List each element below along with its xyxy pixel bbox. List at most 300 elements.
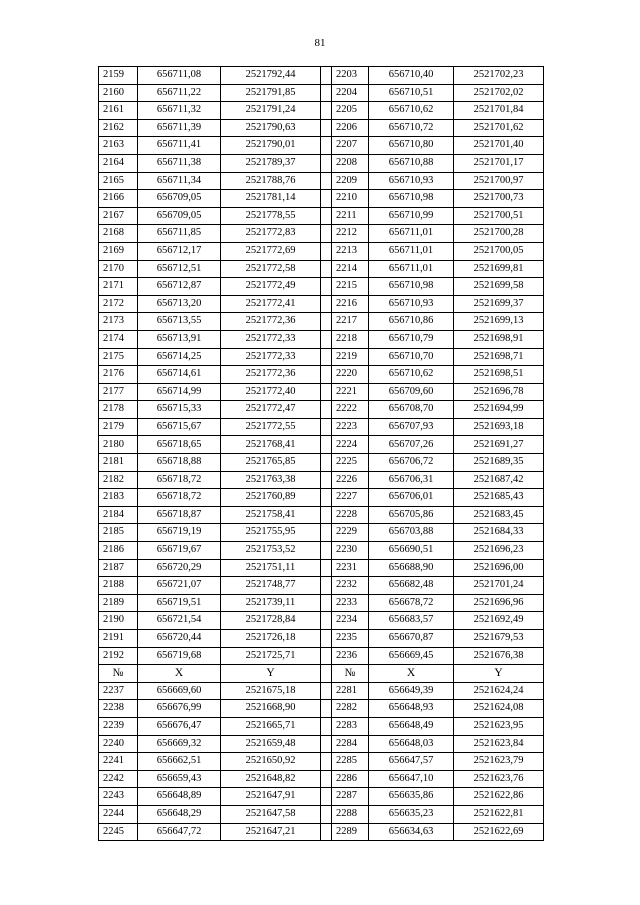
y-value-cell: 2521781,14 [221,190,321,208]
table-row [99,788,544,806]
y-value-cell: 2521648,82 [221,770,321,788]
x-value-cell: 656711,41 [138,137,221,155]
table-row [99,506,544,524]
x-value-cell: 656710,62 [369,102,454,120]
x-value-cell: 656718,72 [138,471,221,489]
table-row [99,67,544,85]
point-number-cell: 2166 [99,190,138,208]
column-gap [321,313,332,331]
table-row [99,260,544,278]
table-row [99,753,544,771]
x-value-cell: 656635,23 [369,805,454,823]
x-value-cell: 656711,34 [138,172,221,190]
point-number-cell: 2226 [332,471,369,489]
x-value-cell: 656647,57 [369,753,454,771]
column-gap [321,225,332,243]
x-value-cell: 656713,20 [138,295,221,313]
y-value-cell: 2521763,38 [221,471,321,489]
x-value-cell: 656720,29 [138,559,221,577]
point-number-cell: 2176 [99,366,138,384]
point-number-cell: 2188 [99,577,138,595]
point-number-cell: 2242 [99,770,138,788]
point-number-cell: 2159 [99,67,138,85]
column-gap [321,753,332,771]
column-gap [321,471,332,489]
y-value-cell: 2521701,62 [454,119,544,137]
y-value-cell: 2521691,27 [454,436,544,454]
y-value-cell: 2521700,73 [454,190,544,208]
x-value-cell: 656714,25 [138,348,221,366]
point-number-cell: 2179 [99,418,138,436]
column-gap [321,805,332,823]
x-value-cell: 656706,31 [369,471,454,489]
y-value-cell: 2521700,51 [454,207,544,225]
y-value-cell: 2521772,33 [221,330,321,348]
x-value-cell: 656718,72 [138,489,221,507]
point-number-cell: 2203 [332,67,369,85]
y-value-cell: 2521623,79 [454,753,544,771]
point-number-cell: 2204 [332,84,369,102]
y-value-cell: 2521698,51 [454,366,544,384]
column-gap [321,330,332,348]
x-value-cell: 656710,98 [369,278,454,296]
x-value-cell: 656647,10 [369,770,454,788]
table-row [99,207,544,225]
table-row [99,401,544,419]
x-value-cell: 656711,85 [138,225,221,243]
table-row [99,383,544,401]
x-value-cell: 656648,03 [369,735,454,753]
point-number-cell: 2223 [332,418,369,436]
table-row [99,172,544,190]
y-value-cell: 2521772,36 [221,366,321,384]
y-value-cell: 2521772,41 [221,295,321,313]
x-value-cell: 656635,86 [369,788,454,806]
point-number-cell: 2219 [332,348,369,366]
table-row [99,542,544,560]
x-value-cell: 656721,07 [138,577,221,595]
table-row [99,524,544,542]
x-value-cell: 656647,72 [138,823,221,841]
table-row [99,190,544,208]
x-value-cell: 656713,91 [138,330,221,348]
point-number-cell: 2217 [332,313,369,331]
point-number-cell: 2208 [332,154,369,172]
x-value-cell: 656648,89 [138,788,221,806]
y-value-cell: 2521772,55 [221,418,321,436]
column-gap [321,612,332,630]
x-value-cell: 656714,99 [138,383,221,401]
x-value-cell: 656703,88 [369,524,454,542]
y-value-cell: 2521772,33 [221,348,321,366]
column-gap [321,436,332,454]
point-number-cell: 2228 [332,506,369,524]
point-number-cell: 2286 [332,770,369,788]
table-row [99,700,544,718]
column-gap [321,401,332,419]
x-value-cell: 656669,60 [138,682,221,700]
y-value-cell: 2521728,84 [221,612,321,630]
point-number-cell: 2168 [99,225,138,243]
x-value-cell: 656710,98 [369,190,454,208]
point-number-cell: 2225 [332,454,369,472]
y-value-cell: 2521701,17 [454,154,544,172]
table-row [99,418,544,436]
point-number-cell: 2244 [99,805,138,823]
x-value-cell: 656710,86 [369,313,454,331]
table-row [99,295,544,313]
column-gap [321,559,332,577]
table-row [99,366,544,384]
y-value-cell: 2521623,84 [454,735,544,753]
y-value-cell: 2521702,23 [454,67,544,85]
point-number-cell: 2212 [332,225,369,243]
y-value-cell: 2521683,45 [454,506,544,524]
column-gap [321,154,332,172]
x-value-cell: 656676,47 [138,717,221,735]
x-value-cell: 656719,51 [138,594,221,612]
table-row [99,612,544,630]
point-number-cell: 2237 [99,682,138,700]
x-value-cell: 656711,22 [138,84,221,102]
y-value-cell: 2521699,37 [454,295,544,313]
x-value-cell: 656721,54 [138,612,221,630]
point-number-cell: 2173 [99,313,138,331]
y-value-cell: 2521659,48 [221,735,321,753]
point-number-cell: 2205 [332,102,369,120]
point-number-cell: 2288 [332,805,369,823]
y-value-cell: 2521772,83 [221,225,321,243]
point-number-cell: 2232 [332,577,369,595]
y-value-cell: 2521684,33 [454,524,544,542]
x-value-cell: 656690,51 [369,542,454,560]
column-gap [321,366,332,384]
y-value-cell: 2521687,42 [454,471,544,489]
point-number-cell: 2224 [332,436,369,454]
point-number-cell: 2182 [99,471,138,489]
column-gap [321,418,332,436]
x-value-cell: 656659,43 [138,770,221,788]
table-row [99,770,544,788]
y-value-cell: 2521701,84 [454,102,544,120]
column-gap [321,489,332,507]
table-row [99,119,544,137]
y-value-cell: 2521699,81 [454,260,544,278]
x-value-cell: 656711,08 [138,67,221,85]
column-gap [321,383,332,401]
point-number-cell: 2284 [332,735,369,753]
point-number-cell: 2230 [332,542,369,560]
point-number-cell: 2282 [332,700,369,718]
y-value-cell: 2521751,11 [221,559,321,577]
x-value-cell: 656709,05 [138,190,221,208]
y-value-cell: 2521768,41 [221,436,321,454]
x-value-cell: 656683,57 [369,612,454,630]
y-value-cell: 2521792,44 [221,67,321,85]
x-value-cell: 656719,67 [138,542,221,560]
table-row [99,647,544,665]
header-y-cell: Y [454,665,544,683]
y-value-cell: 2521693,18 [454,418,544,436]
point-number-cell: 2235 [332,630,369,648]
y-value-cell: 2521772,40 [221,383,321,401]
table-row [99,717,544,735]
table-row [99,348,544,366]
x-value-cell: 656710,70 [369,348,454,366]
point-number-cell: 2281 [332,682,369,700]
column-gap [321,735,332,753]
point-number-cell: 2172 [99,295,138,313]
y-value-cell: 2521702,02 [454,84,544,102]
point-number-cell: 2222 [332,401,369,419]
y-value-cell: 2521748,77 [221,577,321,595]
x-value-cell: 656676,99 [138,700,221,718]
x-value-cell: 656711,32 [138,102,221,120]
table-row [99,454,544,472]
y-value-cell: 2521622,86 [454,788,544,806]
column-gap [321,67,332,85]
point-number-cell: 2238 [99,700,138,718]
point-number-cell: 2213 [332,242,369,260]
point-number-cell: 2240 [99,735,138,753]
x-value-cell: 656648,49 [369,717,454,735]
y-value-cell: 2521791,85 [221,84,321,102]
y-value-cell: 2521623,95 [454,717,544,735]
column-gap [321,577,332,595]
x-value-cell: 656707,26 [369,436,454,454]
column-gap [321,682,332,700]
x-value-cell: 656713,55 [138,313,221,331]
column-gap [321,295,332,313]
y-value-cell: 2521726,18 [221,630,321,648]
table-row [99,682,544,700]
y-value-cell: 2521790,01 [221,137,321,155]
y-value-cell: 2521679,53 [454,630,544,648]
table-row [99,102,544,120]
point-number-cell: 2161 [99,102,138,120]
y-value-cell: 2521765,85 [221,454,321,472]
x-value-cell: 656648,29 [138,805,221,823]
table-row [99,489,544,507]
table-header-row [99,665,544,683]
column-gap [321,190,332,208]
table-row [99,823,544,841]
point-number-cell: 2216 [332,295,369,313]
y-value-cell: 2521624,08 [454,700,544,718]
y-value-cell: 2521790,63 [221,119,321,137]
point-number-cell: 2170 [99,260,138,278]
y-value-cell: 2521778,55 [221,207,321,225]
x-value-cell: 656669,45 [369,647,454,665]
x-value-cell: 656712,17 [138,242,221,260]
x-value-cell: 656715,67 [138,418,221,436]
x-value-cell: 656709,05 [138,207,221,225]
x-value-cell: 656710,88 [369,154,454,172]
point-number-cell: 2207 [332,137,369,155]
point-number-cell: 2215 [332,278,369,296]
point-number-cell: 2221 [332,383,369,401]
x-value-cell: 656708,70 [369,401,454,419]
coordinates-table [98,66,544,841]
y-value-cell: 2521647,58 [221,805,321,823]
x-value-cell: 656710,80 [369,137,454,155]
point-number-cell: 2234 [332,612,369,630]
header-no-cell: № [99,665,138,683]
x-value-cell: 656710,72 [369,119,454,137]
y-value-cell: 2521650,92 [221,753,321,771]
y-value-cell: 2521647,21 [221,823,321,841]
y-value-cell: 2521701,40 [454,137,544,155]
point-number-cell: 2181 [99,454,138,472]
point-number-cell: 2210 [332,190,369,208]
point-number-cell: 2187 [99,559,138,577]
column-gap [321,700,332,718]
x-value-cell: 656712,51 [138,260,221,278]
column-gap [321,119,332,137]
point-number-cell: 2206 [332,119,369,137]
table-row [99,577,544,595]
y-value-cell: 2521699,58 [454,278,544,296]
column-gap [321,524,332,542]
point-number-cell: 2239 [99,717,138,735]
point-number-cell: 2165 [99,172,138,190]
point-number-cell: 2183 [99,489,138,507]
y-value-cell: 2521696,00 [454,559,544,577]
y-value-cell: 2521772,58 [221,260,321,278]
y-value-cell: 2521622,81 [454,805,544,823]
y-value-cell: 2521668,90 [221,700,321,718]
x-value-cell: 656711,01 [369,225,454,243]
page-number: 81 [314,37,326,49]
point-number-cell: 2177 [99,383,138,401]
table-row [99,137,544,155]
y-value-cell: 2521755,95 [221,524,321,542]
x-value-cell: 656710,99 [369,207,454,225]
point-number-cell: 2190 [99,612,138,630]
point-number-cell: 2167 [99,207,138,225]
y-value-cell: 2521788,76 [221,172,321,190]
x-value-cell: 656719,19 [138,524,221,542]
header-x-cell: X [138,665,221,683]
x-value-cell: 656682,48 [369,577,454,595]
table-row [99,242,544,260]
y-value-cell: 2521665,71 [221,717,321,735]
x-value-cell: 656709,60 [369,383,454,401]
table-row [99,559,544,577]
column-gap [321,102,332,120]
point-number-cell: 2162 [99,119,138,137]
y-value-cell: 2521699,13 [454,313,544,331]
x-value-cell: 656649,39 [369,682,454,700]
y-value-cell: 2521758,41 [221,506,321,524]
table-row [99,630,544,648]
point-number-cell: 2214 [332,260,369,278]
table-row [99,594,544,612]
header-y-cell: Y [221,665,321,683]
x-value-cell: 656711,01 [369,260,454,278]
x-value-cell: 656718,88 [138,454,221,472]
point-number-cell: 2169 [99,242,138,260]
column-gap [321,717,332,735]
x-value-cell: 656634,63 [369,823,454,841]
point-number-cell: 2209 [332,172,369,190]
y-value-cell: 2521624,24 [454,682,544,700]
point-number-cell: 2236 [332,647,369,665]
x-value-cell: 656710,62 [369,366,454,384]
column-gap [321,454,332,472]
column-gap [321,172,332,190]
column-gap [321,594,332,612]
y-value-cell: 2521696,23 [454,542,544,560]
column-gap [321,770,332,788]
x-value-cell: 656662,51 [138,753,221,771]
table-row [99,84,544,102]
column-gap [321,260,332,278]
header-no-cell: № [332,665,369,683]
y-value-cell: 2521700,05 [454,242,544,260]
x-value-cell: 656710,79 [369,330,454,348]
column-gap [321,823,332,841]
table-row [99,471,544,489]
x-value-cell: 656705,86 [369,506,454,524]
table-row [99,805,544,823]
column-gap [321,137,332,155]
y-value-cell: 2521696,78 [454,383,544,401]
table-row [99,313,544,331]
table-row [99,225,544,243]
point-number-cell: 2220 [332,366,369,384]
table-row [99,735,544,753]
column-gap [321,665,332,683]
y-value-cell: 2521700,28 [454,225,544,243]
x-value-cell: 656710,51 [369,84,454,102]
point-number-cell: 2180 [99,436,138,454]
x-value-cell: 656710,93 [369,172,454,190]
y-value-cell: 2521676,38 [454,647,544,665]
point-number-cell: 2241 [99,753,138,771]
x-value-cell: 656715,33 [138,401,221,419]
point-number-cell: 2231 [332,559,369,577]
x-value-cell: 656711,38 [138,154,221,172]
y-value-cell: 2521647,91 [221,788,321,806]
y-value-cell: 2521692,49 [454,612,544,630]
x-value-cell: 656712,87 [138,278,221,296]
x-value-cell: 656720,44 [138,630,221,648]
y-value-cell: 2521753,52 [221,542,321,560]
y-value-cell: 2521789,37 [221,154,321,172]
point-number-cell: 2218 [332,330,369,348]
y-value-cell: 2521772,49 [221,278,321,296]
point-number-cell: 2245 [99,823,138,841]
x-value-cell: 656710,93 [369,295,454,313]
x-value-cell: 656648,93 [369,700,454,718]
x-value-cell: 656710,40 [369,67,454,85]
y-value-cell: 2521739,11 [221,594,321,612]
point-number-cell: 2171 [99,278,138,296]
point-number-cell: 2227 [332,489,369,507]
y-value-cell: 2521696,96 [454,594,544,612]
point-number-cell: 2191 [99,630,138,648]
y-value-cell: 2521772,47 [221,401,321,419]
x-value-cell: 656711,39 [138,119,221,137]
y-value-cell: 2521725,71 [221,647,321,665]
point-number-cell: 2289 [332,823,369,841]
table-row [99,330,544,348]
point-number-cell: 2184 [99,506,138,524]
column-gap [321,506,332,524]
point-number-cell: 2192 [99,647,138,665]
point-number-cell: 2285 [332,753,369,771]
